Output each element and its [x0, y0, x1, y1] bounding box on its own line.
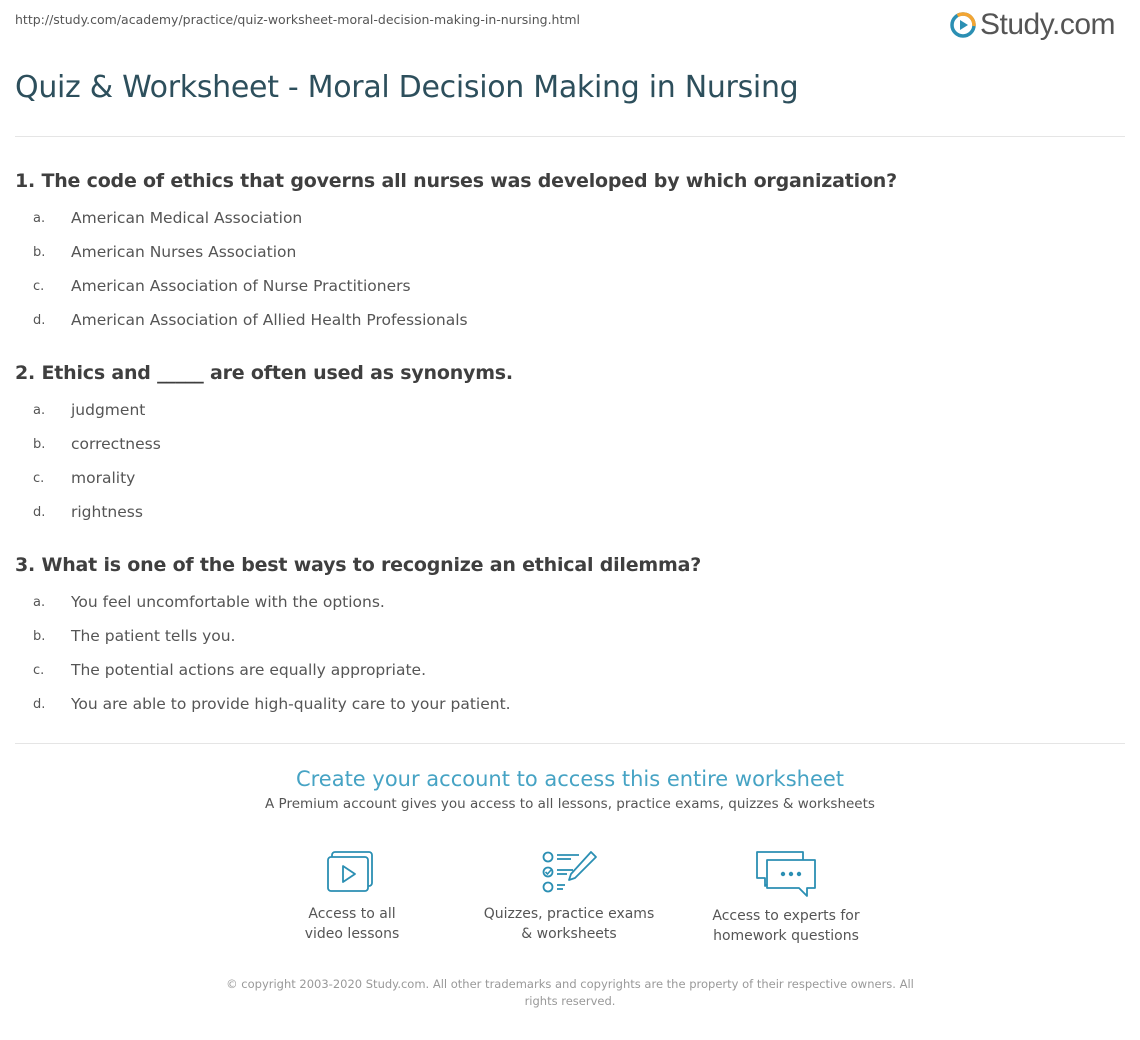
signup-cta	[0, 766, 1140, 812]
answer-option[interactable]	[15, 393, 1115, 427]
option-text: You are able to provide high-quality care to your patient.	[71, 695, 511, 713]
feature-label-line: Quizzes, practice exams	[483, 906, 655, 922]
question-text: 2. Ethics and _____ are often used as synonyms.	[15, 362, 513, 384]
study-logo[interactable]	[950, 10, 1115, 40]
answer-option[interactable]	[15, 235, 1115, 269]
answer-option[interactable]	[15, 269, 1115, 303]
feature-label-line: Access to all	[308, 906, 396, 922]
answer-option[interactable]	[15, 687, 1115, 721]
option-letter: c.	[33, 278, 45, 294]
option-letter: c.	[33, 662, 45, 678]
page-title: Quiz & Worksheet - Moral Decision Making in Nursing	[15, 70, 799, 105]
feature-video-lessons	[252, 848, 452, 944]
option-text: American Association of Nurse Practitioners	[71, 277, 411, 295]
page-url: http://study.com/academy/practice/quiz-worksheet-moral-decision-making-in-nursing.html	[15, 12, 581, 27]
feature-experts	[686, 848, 886, 946]
option-text: You feel uncomfortable with the options.	[71, 593, 385, 611]
quiz-checklist-icon	[539, 848, 599, 896]
answer-option[interactable]	[15, 427, 1115, 461]
option-text: morality	[71, 469, 136, 487]
top-bar	[15, 8, 1125, 42]
option-letter: a.	[33, 210, 46, 226]
question-text: 1. The code of ethics that governs all nurses was developed by which organization?	[15, 170, 897, 192]
option-text: correctness	[71, 435, 161, 453]
answer-option[interactable]	[15, 585, 1115, 619]
feature-label-line: & worksheets	[521, 926, 617, 942]
answer-option[interactable]	[15, 495, 1115, 529]
answer-option[interactable]	[15, 303, 1115, 337]
option-letter: c.	[33, 470, 45, 486]
title-divider	[15, 136, 1125, 137]
questions-divider	[15, 743, 1125, 744]
create-account-link[interactable]: Create your account to access this entire worksheet	[295, 767, 845, 791]
feature-label	[252, 904, 452, 944]
answer-option[interactable]	[15, 619, 1115, 653]
copyright-footer: © copyright 2003-2020 Study.com. All other trademarks and copyrights are the property of their respective owners. All rights reserved.	[226, 977, 914, 1008]
option-text: American Medical Association	[71, 209, 303, 227]
option-letter: a.	[33, 402, 46, 418]
feature-label-line: Access to experts for	[712, 908, 860, 924]
option-letter: b.	[33, 436, 46, 452]
option-letter: d.	[33, 312, 46, 328]
feature-label	[469, 904, 669, 944]
video-lessons-icon	[324, 848, 380, 896]
feature-quizzes	[469, 848, 669, 944]
option-text: judgment	[71, 401, 146, 419]
question-3	[15, 554, 1115, 721]
option-letter: b.	[33, 244, 46, 260]
answer-option[interactable]	[15, 653, 1115, 687]
option-text: American Nurses Association	[71, 243, 297, 261]
answer-option[interactable]	[15, 461, 1115, 495]
option-text: The potential actions are equally appropriate.	[71, 661, 426, 679]
logo-text: Study.com	[980, 8, 1115, 41]
option-letter: d.	[33, 696, 46, 712]
feature-label-line: homework questions	[713, 928, 859, 944]
option-letter: a.	[33, 594, 46, 610]
answer-option[interactable]	[15, 201, 1115, 235]
option-letter: d.	[33, 504, 46, 520]
play-logo-icon	[950, 12, 976, 38]
cta-subtitle: A Premium account gives you access to all lessons, practice exams, quizzes & worksheets	[265, 796, 875, 812]
option-text: The patient tells you.	[71, 627, 236, 645]
option-text: American Association of Allied Health Professionals	[71, 311, 468, 329]
option-letter: b.	[33, 628, 46, 644]
feature-label	[686, 906, 886, 946]
feature-label-line: video lessons	[304, 926, 400, 942]
question-1	[15, 170, 1115, 337]
question-2	[15, 362, 1115, 529]
chat-bubbles-icon	[753, 848, 819, 898]
option-text: rightness	[71, 503, 143, 521]
question-text: 3. What is one of the best ways to recognize an ethical dilemma?	[15, 554, 702, 576]
